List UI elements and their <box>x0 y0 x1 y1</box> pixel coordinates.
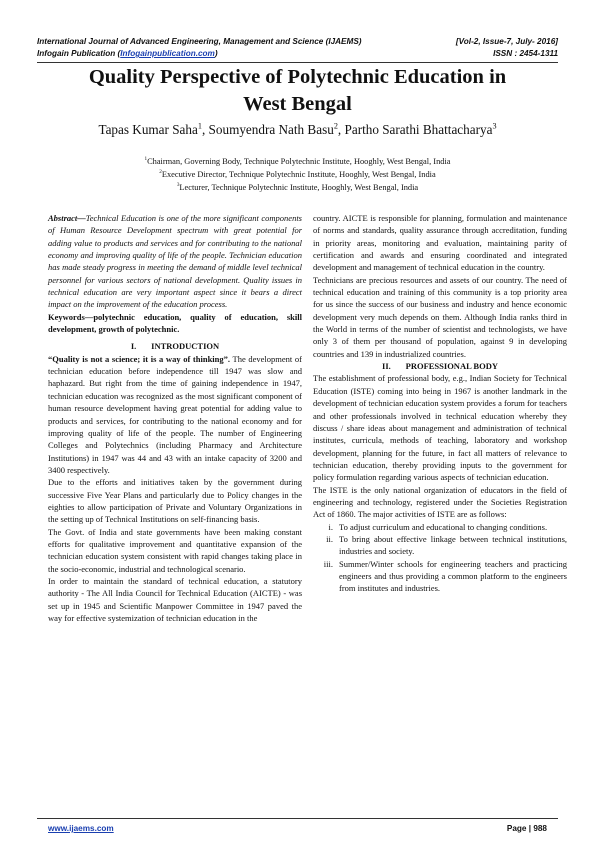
volume-info: [Vol-2, Issue-7, July- 2016] <box>455 37 558 46</box>
page-number: Page | 988 <box>506 824 547 833</box>
running-header-line-1 <box>37 37 558 46</box>
list-item: iii. Summer/Winter schools for engineering teachers and practicing engineers and thus providing a common platform to the engineers from institutes and industries. <box>323 558 567 594</box>
author: Partho Sarathi Bhattacharya$^3$ <box>344 121 497 137</box>
affiliation: $^2$Executive Director, Technique Polytechnic Institute, Hooghly, West Bengal, India <box>159 169 436 179</box>
author: Tapas Kumar Saha$^1$, <box>98 121 209 137</box>
paragraph: The establishment of professional body, e.g., Indian Society for Technical Education (ISTE) coming into being in 1967 is another landmark in the development of technician education system provides a forum for teachers and other professionals involved in technical education whereby they discuss / share ideas about management and administration of technical institutes, curricula, methods of teaching, laboratory and workshop development, planning for the future, in fact all matters of relevance to technician education, thereby providing inputs to the government for policy formulation regarding various aspects of technician education. <box>313 373 567 483</box>
paper-title <box>37 64 558 118</box>
publisher-link[interactable]: Infogainpublication.com <box>120 49 215 58</box>
author: Soumyendra Nath Basu$^2$, <box>208 121 345 137</box>
section-heading-professional-body: II. PROFESSIONAL BODY <box>382 361 498 372</box>
paragraph: In order to maintain the standard of technical education, a statutory authority - The All India Council for Technical Education (AICTE) - was set up in 1945 and Scientific Manpower Committee in 1947 paved the way for effective systemization of technician education in the <box>48 575 302 623</box>
website-link[interactable]: www.ijaems.com <box>48 824 114 833</box>
title-line-1: Quality Perspective of Polytechnic Education in <box>88 66 507 88</box>
affiliation: $^1$Chairman, Governing Body, Technique Polytechnic Institute, Hooghly, West Bengal, India <box>144 156 451 166</box>
paragraph: Due to the efforts and initiatives taken by the government during successive Five Year Plans and particularly due to Policy changes in the eighties to allow participation of Private and Voluntary Organizations in the setting up of Technical Institutions on self-financing basis. <box>48 477 302 525</box>
header-rule <box>37 62 558 63</box>
running-header-line-2 <box>37 49 558 58</box>
issn: ISSN : 2454-1311 <box>493 49 558 58</box>
list-item: ii. To bring about effective linkage between technical institutions, industries and society. <box>326 533 567 557</box>
paragraph: Technicians are precious resources and assets of our country. The need of technical education and training of this community is a top priority area for us since the success of our business and industry and hence economic development very much depends on them. Although India ranks third in the World in terms of the number of scientist and technologists, we have only 3 of them per thousand of population, against 9 in developing countries and 139 in industrialized countries. <box>313 274 567 359</box>
keywords: Keywords—polytechnic education, quality of education, skill development, growth of polytechnic. <box>48 311 302 335</box>
list-item: i. To adjust curriculum and educational to changing conditions. <box>328 521 548 532</box>
footer-rule <box>37 818 558 819</box>
publisher-info: Infogain Publication (Infogainpublication.com) <box>37 49 218 58</box>
abstract: Abstract—Technical Education is one of the more significant components of Human Resource Development spectrum with great potential for adding value to products and services and for contributing to the national economy and improving quality of life of the people. Technician education has made steady progress in meeting the demand of middle level technical personnel for various sectors of national development. Quality issues in technical education are very important aspect since it bears a direct impact on the improvement of the education process. <box>48 213 302 310</box>
activities-list <box>313 521 567 595</box>
paragraph: The ISTE is the only national organization of educators in the field of engineering and technology, registered under the Societies Registration Act of 1860. The major activities of ISTE are as follows: <box>313 484 567 520</box>
paragraph: The Govt. of India and state governments have been making constant efforts for qualitative improvement and quantitative expansion of the technician education system consistent with rapid changes taking place in the socio-economic, industrial and technological scenario. <box>48 526 302 574</box>
paragraph: country. AICTE is responsible for planning, formulation and maintenance of norms and standards, quality assurance through accreditation, funding in priority areas, monitoring and evaluation, maintaining parity of certification and awards and ensuring coordinated and integrated development and management of technical education in the country. <box>313 213 567 273</box>
affiliation: $^3$Lecturer, Technique Polytechnic Institute, Hooghly, West Bengal, India <box>176 182 419 192</box>
title-line-2: West Bengal <box>243 93 352 115</box>
author-list <box>37 122 558 138</box>
paragraph: “Quality is not a science; it is a way of thinking”. The development of technician education before independence till 1947 was slow and haphazard. But right from the time of gaining independence in 1947, technician education was recognized as the most significant component of human resource development having great potential for adding value to products and services, for contributing to the national economy and for improving quality of life of the people. The number of Engineering Colleges and Polytechnics (including Pharmacy and Architecture Institutions) in 1947 was 44 and 43 with an intake capacity of 3200 and 3400 respectively. <box>48 353 303 475</box>
section-heading-introduction: I. INTRODUCTION <box>130 341 220 352</box>
journal-name: International Journal of Advanced Engineering, Management and Science (IJAEMS) <box>37 37 362 46</box>
right-column <box>313 212 567 595</box>
left-column <box>48 212 302 624</box>
